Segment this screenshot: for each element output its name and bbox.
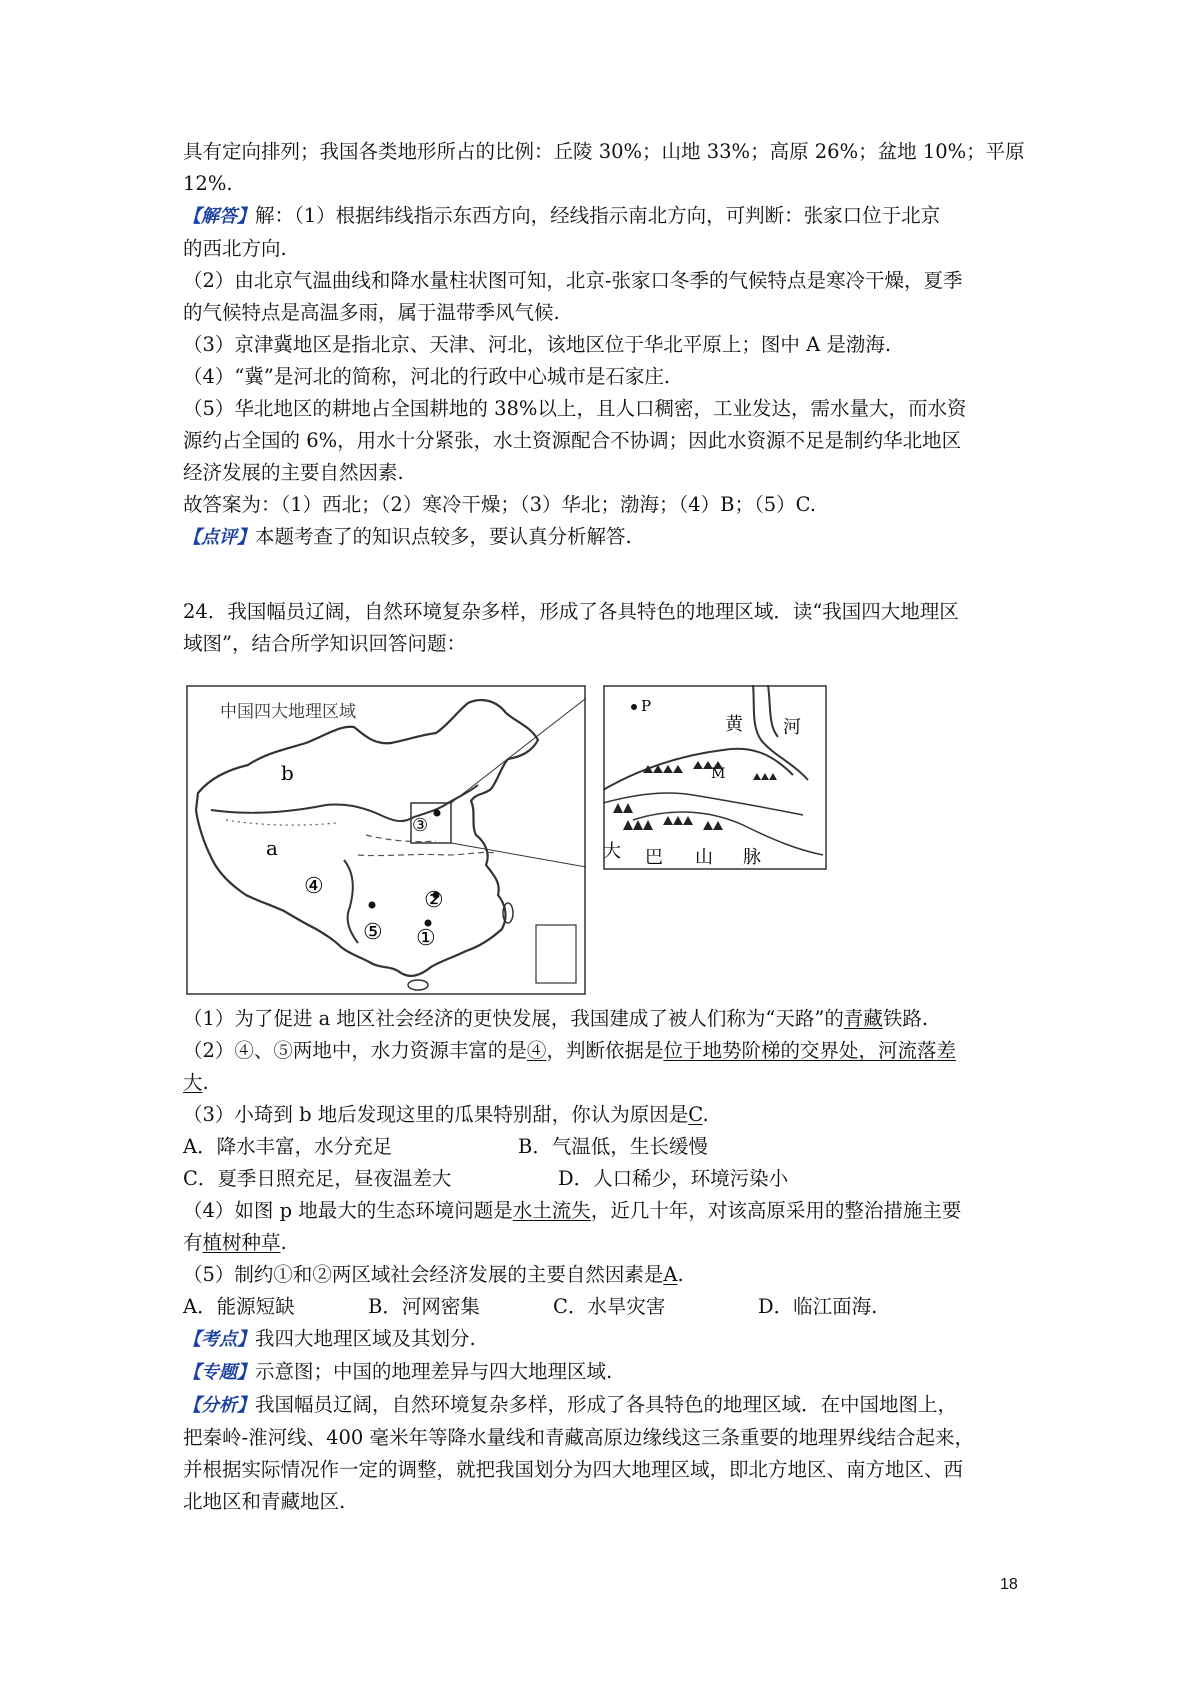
- option: A．降水丰富，水分充足: [183, 1135, 393, 1158]
- text-line: （4）“冀”是河北的简称，河北的行政中心城市是石家庄.: [183, 365, 671, 388]
- fenxi-paragraph: 【分析】我国幅员辽阔，自然环境复杂多样，形成了各具特色的地理区域．在中国地图上，: [183, 1393, 958, 1416]
- label-3: ③: [412, 815, 429, 836]
- comment-text: 本题考查了的知识点较多，要认真分析解答.: [255, 525, 632, 548]
- label-b: b: [281, 761, 294, 785]
- text-line: 经济发展的主要自然因素.: [183, 461, 404, 484]
- subquestion-4: （4）如图 p 地最大的生态环境问题是水土流失，近几十年，对该高原采用的整治措施主要: [183, 1199, 962, 1222]
- answer-blank: C: [688, 1103, 703, 1126]
- label-2: ②: [424, 888, 444, 913]
- answer-paragraph: [183, 200, 1033, 233]
- comment-tag: 【点评】: [183, 527, 255, 548]
- text-line: 的气候特点是高温多雨，属于温带季风气候.: [183, 301, 560, 324]
- answer-tag: 【解答】: [183, 206, 255, 227]
- text-line: 24．我国幅员辽阔，自然环境复杂多样，形成了各具特色的地理区域．读“我国四大地理区: [183, 600, 959, 623]
- label-m: M: [711, 766, 726, 782]
- fenxi-tag: 【分析】: [183, 1395, 255, 1416]
- final-answer: 故答案为：（1）西北；（2）寒冷干燥；（3）华北；渤海；（4）B；（5）C.: [183, 493, 817, 516]
- subquestion-2: （2）④、⑤两地中，水力资源丰富的是④，判断依据是位于地势阶梯的交界处，河流落差: [183, 1039, 956, 1062]
- label-1: ①: [416, 926, 436, 951]
- kaodian-paragraph: 【考点】我四大地理区域及其划分.: [183, 1327, 476, 1350]
- text-line: 的西北方向.: [183, 237, 287, 260]
- label-huang: 黄: [725, 714, 743, 735]
- answer-blank: 青藏: [843, 1007, 883, 1030]
- options-row: [183, 1163, 1033, 1195]
- subquestion-3: （3）小琦到 b 地后发现这里的瓜果特别甜，你认为原因是C.: [183, 1103, 709, 1126]
- map-title: 中国四大地理区域: [220, 702, 356, 722]
- option: D．人口稀少，环境污染小: [558, 1167, 789, 1190]
- answer-blank: 水土流失: [512, 1199, 591, 1222]
- text-line: 源约占全国的 6%，用水十分紧张，水土资源配合不协调；因此水资源不足是制约华北地区: [183, 429, 962, 452]
- text-line: （3）京津冀地区是指北京、天津、河北，该地区位于华北平原上；图中 A 是渤海.: [183, 333, 892, 356]
- subquestion-4-cont: 有植树种草.: [183, 1231, 287, 1254]
- comment-paragraph: [183, 521, 1033, 554]
- text-line: 域图”，结合所学知识回答问题：: [183, 632, 466, 655]
- text-line: 12%.: [183, 172, 233, 195]
- subquestion-2-cont: 大.: [183, 1071, 209, 1094]
- answer-blank: 位于地势阶梯的交界处，河流落差: [663, 1039, 956, 1062]
- zhuanti-paragraph: 【专题】示意图；中国的地理差异与四大地理区域.: [183, 1360, 613, 1383]
- option: C．水旱灾害: [553, 1295, 666, 1318]
- option: B．气温低，生长缓慢: [518, 1135, 708, 1158]
- answer-blank: ④: [526, 1039, 547, 1062]
- label-4: ④: [304, 874, 324, 899]
- text-line: 把秦岭-淮河线、400 毫米年等降水量线和青藏高原边缘线这三条重要的地理界线结合起来，: [183, 1426, 975, 1449]
- china-regions-map: [186, 685, 586, 995]
- option: B．河网密集: [368, 1295, 480, 1318]
- option: C．夏季日照充足，昼夜温差大: [183, 1167, 452, 1190]
- text-line: （2）由北京气温曲线和降水量柱状图可知，北京-张家口冬季的气候特点是寒冷干燥，夏季: [183, 269, 963, 292]
- label-5: ⑤: [363, 920, 383, 945]
- label-a: a: [266, 836, 278, 860]
- text-line: 具有定向排列；我国各类地形所占的比例：丘陵 30%；山地 33%；高原 26%；盆地 10%；平原: [183, 140, 1025, 163]
- label-p: P: [641, 697, 652, 715]
- text-line: 北地区和青藏地区.: [183, 1490, 346, 1513]
- option: D．临江面海.: [758, 1295, 878, 1318]
- answer-blank: A: [663, 1263, 678, 1286]
- text-line: 解：（1）根据纬线指示东西方向，经线指示南北方向，可判断：张家口位于北京: [255, 204, 941, 227]
- text-line: （5）华北地区的耕地占全国耕地的 38%以上，且人口稠密，工业发达，需水量大，而水资: [183, 397, 967, 420]
- options-row: [183, 1291, 1033, 1323]
- option: A．能源短缺: [183, 1295, 295, 1318]
- loess-plateau-inset-map: [603, 685, 827, 870]
- subquestion-1: （1）为了促进 a 地区社会经济的更快发展，我国建成了被人们称为“天路”的青藏铁路.: [183, 1007, 929, 1030]
- options-row: [183, 1131, 1033, 1163]
- page-number: 18: [1000, 1576, 1018, 1593]
- question-24-subquestions: [183, 1003, 1033, 1518]
- answer-section: [183, 136, 1033, 554]
- answer-blank: 大: [183, 1071, 203, 1094]
- label-da: 大: [603, 841, 621, 862]
- label-he: 河: [783, 717, 801, 738]
- subquestion-5: （5）制约①和②两区域社会经济发展的主要自然因素是A.: [183, 1263, 684, 1286]
- label-shan: 山: [695, 847, 713, 868]
- answer-blank: 植树种草: [202, 1231, 281, 1254]
- kaodian-tag: 【考点】: [183, 1329, 255, 1350]
- question-24-stem: [183, 596, 1033, 660]
- label-ba: 巴: [645, 847, 663, 868]
- label-mai: 脉: [743, 847, 761, 868]
- text-line: 并根据实际情况作一定的调整，就把我国划分为四大地理区域，即北方地区、南方地区、西: [183, 1458, 964, 1481]
- zhuanti-tag: 【专题】: [183, 1362, 255, 1383]
